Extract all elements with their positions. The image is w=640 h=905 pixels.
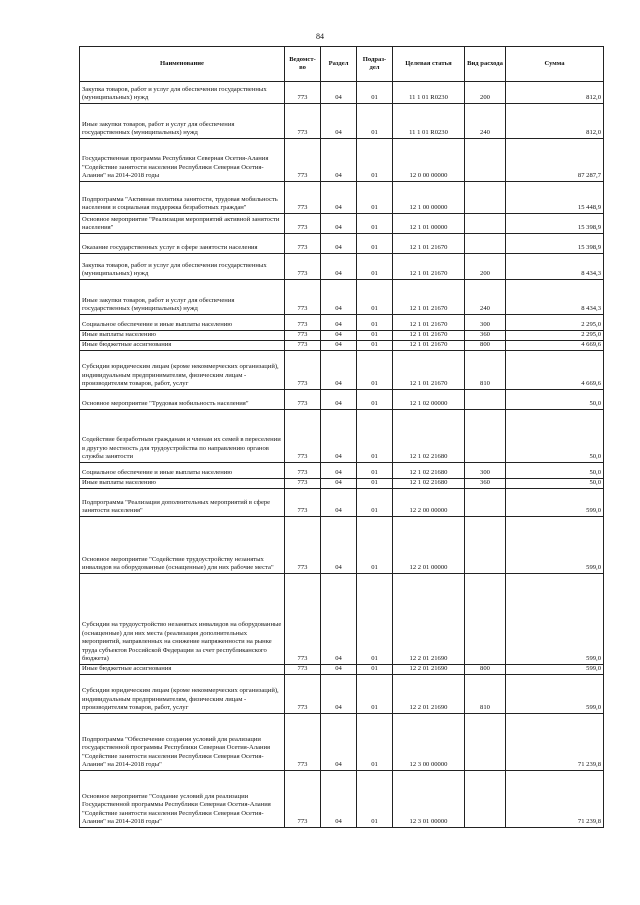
row-podrazdel: 01 (357, 390, 393, 410)
header-celevaya-statya: Целевая статья (393, 47, 465, 82)
row-vedomstvo: 773 (285, 574, 321, 665)
row-name: Иные бюджетные ассигнования (80, 665, 285, 675)
row-name: Основное мероприятие "Создание условий для реализации Государственной программы Республики Северная Осетия-Алания "Содействие занятости населения Республики Северная Осетия-Алания" на 2014-2018 годы" (80, 771, 285, 828)
row-vid-rashoda: 800 (465, 341, 506, 351)
row-summa: 15 448,9 (506, 182, 604, 214)
row-summa: 599,0 (506, 675, 604, 714)
table-row (80, 104, 604, 139)
row-podrazdel: 01 (357, 280, 393, 315)
row-summa: 8 434,3 (506, 280, 604, 315)
row-name: Закупка товаров, работ и услуг для обеспечения государственных (муниципальных) нужд (80, 254, 285, 280)
row-celevaya-statya: 12 2 01 21690 (393, 675, 465, 714)
row-podrazdel: 01 (357, 182, 393, 214)
table-row (80, 675, 604, 714)
row-celevaya-statya: 12 1 01 21670 (393, 331, 465, 341)
row-podrazdel: 01 (357, 771, 393, 828)
row-celevaya-statya: 12 1 01 21670 (393, 254, 465, 280)
table-row (80, 341, 604, 351)
row-celevaya-statya: 12 1 02 21680 (393, 479, 465, 489)
row-podrazdel: 01 (357, 139, 393, 182)
row-celevaya-statya: 12 1 02 21680 (393, 410, 465, 463)
row-vid-rashoda (465, 574, 506, 665)
row-razdel: 04 (321, 234, 357, 254)
row-vedomstvo: 773 (285, 254, 321, 280)
row-vedomstvo: 773 (285, 351, 321, 390)
row-vid-rashoda (465, 214, 506, 234)
row-vedomstvo: 773 (285, 489, 321, 517)
row-name: Оказание государственных услуг в сфере занятости населения (80, 234, 285, 254)
header-summa: Сумма (506, 47, 604, 82)
row-name: Содействие безработным гражданам и членам их семей в переселении в другую местность для трудоустройства по направлению органов службы занятости (80, 410, 285, 463)
row-name: Социальное обеспечение и иные выплаты населению (80, 315, 285, 331)
table-row (80, 82, 604, 104)
row-summa: 50,0 (506, 390, 604, 410)
row-summa: 4 669,6 (506, 351, 604, 390)
row-vid-rashoda (465, 714, 506, 771)
row-celevaya-statya: 12 2 01 00000 (393, 517, 465, 574)
row-razdel: 04 (321, 489, 357, 517)
row-podrazdel: 01 (357, 574, 393, 665)
row-vedomstvo: 773 (285, 410, 321, 463)
table-row (80, 254, 604, 280)
row-name: Иные закупки товаров, работ и услуг для обеспечения государственных (муниципальных) нужд (80, 104, 285, 139)
row-summa: 8 434,3 (506, 254, 604, 280)
row-celevaya-statya: 12 3 01 00000 (393, 771, 465, 828)
table-row (80, 771, 604, 828)
row-razdel: 04 (321, 517, 357, 574)
table-row (80, 517, 604, 574)
row-celevaya-statya: 12 1 01 21670 (393, 341, 465, 351)
row-razdel: 04 (321, 139, 357, 182)
row-podrazdel: 01 (357, 714, 393, 771)
row-celevaya-statya: 12 1 02 00000 (393, 390, 465, 410)
row-razdel: 04 (321, 574, 357, 665)
row-name: Основное мероприятие "Реализация мероприятий активной занятости населения" (80, 214, 285, 234)
row-podrazdel: 01 (357, 254, 393, 280)
row-podrazdel: 01 (357, 234, 393, 254)
row-podrazdel: 01 (357, 479, 393, 489)
row-podrazdel: 01 (357, 104, 393, 139)
row-vid-rashoda: 300 (465, 463, 506, 479)
row-name: Закупка товаров, работ и услуг для обеспечения государственных (муниципальных) нужд (80, 82, 285, 104)
row-vid-rashoda: 240 (465, 280, 506, 315)
row-vedomstvo: 773 (285, 182, 321, 214)
row-razdel: 04 (321, 675, 357, 714)
page-number: 84 (316, 32, 324, 41)
row-summa: 599,0 (506, 489, 604, 517)
row-name: Подпрограмма "Активная политика занятости, трудовая мобильность населения и социальная поддержка безработных граждан" (80, 182, 285, 214)
row-name: Иные выплаты населению (80, 331, 285, 341)
row-celevaya-statya: 12 0 00 00000 (393, 139, 465, 182)
header-razdel: Раздел (321, 47, 357, 82)
table-row (80, 714, 604, 771)
table-row (80, 214, 604, 234)
table-row (80, 574, 604, 665)
row-summa: 599,0 (506, 574, 604, 665)
row-vid-rashoda: 240 (465, 104, 506, 139)
row-podrazdel: 01 (357, 675, 393, 714)
row-razdel: 04 (321, 82, 357, 104)
row-summa: 50,0 (506, 479, 604, 489)
row-razdel: 04 (321, 771, 357, 828)
row-podrazdel: 01 (357, 665, 393, 675)
row-razdel: 04 (321, 331, 357, 341)
row-vedomstvo: 773 (285, 714, 321, 771)
table-row (80, 390, 604, 410)
table-row (80, 489, 604, 517)
row-vid-rashoda (465, 234, 506, 254)
row-name: Основное мероприятие "Содействие трудоустройству незанятых инвалидов на оборудованные (оснащенные) для них рабочие места" (80, 517, 285, 574)
row-vid-rashoda: 360 (465, 331, 506, 341)
row-name: Подпрограмма "Реализация дополнительных мероприятий в сфере занятости населения" (80, 489, 285, 517)
header-vedomstvo: Ведомст-во (285, 47, 321, 82)
row-vedomstvo: 773 (285, 390, 321, 410)
row-name: Подпрограмма "Обеспечение создания условий для реализации государственной программы Республики Северная Осетия-Алания "Содействие занятости населения Республики Северная Осетия-Алания" на 2014-2018 годы" (80, 714, 285, 771)
row-vedomstvo: 773 (285, 479, 321, 489)
row-vedomstvo: 773 (285, 675, 321, 714)
header-name: Наименование (80, 47, 285, 82)
row-vedomstvo: 773 (285, 234, 321, 254)
row-vedomstvo: 773 (285, 104, 321, 139)
row-vid-rashoda: 810 (465, 351, 506, 390)
table-row (80, 479, 604, 489)
row-name: Субсидии на трудоустройство незанятых инвалидов на оборудованные (оснащенные) для них места (реализация дополнительных мероприятий, направленных на снижение напряженности на рынке труда субъектов Российской Федерации за счет республиканского бюджета) (80, 574, 285, 665)
row-vid-rashoda (465, 771, 506, 828)
row-vedomstvo: 773 (285, 771, 321, 828)
table-row (80, 410, 604, 463)
row-podrazdel: 01 (357, 214, 393, 234)
row-celevaya-statya: 11 1 01 R0230 (393, 104, 465, 139)
budget-table (79, 46, 604, 828)
row-celevaya-statya: 12 2 01 21690 (393, 665, 465, 675)
row-summa: 87 287,7 (506, 139, 604, 182)
row-name: Социальное обеспечение и иные выплаты населению (80, 463, 285, 479)
row-celevaya-statya: 11 1 01 R0230 (393, 82, 465, 104)
row-razdel: 04 (321, 341, 357, 351)
table-row (80, 331, 604, 341)
row-vid-rashoda: 200 (465, 254, 506, 280)
row-podrazdel: 01 (357, 489, 393, 517)
row-podrazdel: 01 (357, 351, 393, 390)
row-celevaya-statya: 12 1 01 21670 (393, 234, 465, 254)
row-vid-rashoda (465, 489, 506, 517)
row-vedomstvo: 773 (285, 214, 321, 234)
header-vid-rashoda: Вид расхода (465, 47, 506, 82)
row-podrazdel: 01 (357, 410, 393, 463)
row-summa: 2 295,0 (506, 331, 604, 341)
row-razdel: 04 (321, 463, 357, 479)
row-vid-rashoda: 360 (465, 479, 506, 489)
row-podrazdel: 01 (357, 341, 393, 351)
row-summa: 2 295,0 (506, 315, 604, 331)
row-celevaya-statya: 12 2 00 00000 (393, 489, 465, 517)
row-celevaya-statya: 12 1 01 21670 (393, 280, 465, 315)
row-vid-rashoda (465, 517, 506, 574)
row-summa: 15 398,9 (506, 234, 604, 254)
row-summa: 812,0 (506, 82, 604, 104)
row-vid-rashoda: 800 (465, 665, 506, 675)
row-celevaya-statya: 12 3 00 00000 (393, 714, 465, 771)
table-row (80, 665, 604, 675)
row-razdel: 04 (321, 315, 357, 331)
row-summa: 50,0 (506, 463, 604, 479)
table-header-row (80, 47, 604, 82)
row-summa: 4 669,6 (506, 341, 604, 351)
row-name: Субсидии юридическим лицам (кроме некоммерческих организаций), индивидуальным предпринимателям, физическим лицам - производителям товаров, работ, услуг (80, 675, 285, 714)
row-podrazdel: 01 (357, 463, 393, 479)
row-name: Иные закупки товаров, работ и услуг для обеспечения государственных (муниципальных) нужд (80, 280, 285, 315)
row-celevaya-statya: 12 2 01 21690 (393, 574, 465, 665)
row-summa: 599,0 (506, 665, 604, 675)
row-celevaya-statya: 12 1 01 21670 (393, 351, 465, 390)
row-summa: 71 239,8 (506, 771, 604, 828)
row-vid-rashoda (465, 182, 506, 214)
row-vedomstvo: 773 (285, 331, 321, 341)
row-vedomstvo: 773 (285, 280, 321, 315)
row-vedomstvo: 773 (285, 341, 321, 351)
row-vedomstvo: 773 (285, 665, 321, 675)
row-vid-rashoda: 200 (465, 82, 506, 104)
row-celevaya-statya: 12 1 00 00000 (393, 182, 465, 214)
row-razdel: 04 (321, 280, 357, 315)
row-vedomstvo: 773 (285, 463, 321, 479)
table-row (80, 280, 604, 315)
row-vedomstvo: 773 (285, 139, 321, 182)
table-row (80, 139, 604, 182)
row-name: Субсидии юридическим лицам (кроме некоммерческих организаций), индивидуальным предпринимателям, физическим лицам - производителям товаров, работ, услуг (80, 351, 285, 390)
row-razdel: 04 (321, 410, 357, 463)
row-name: Иные бюджетные ассигнования (80, 341, 285, 351)
row-vid-rashoda (465, 139, 506, 182)
row-name: Иные выплаты населению (80, 479, 285, 489)
row-podrazdel: 01 (357, 517, 393, 574)
row-podrazdel: 01 (357, 331, 393, 341)
row-razdel: 04 (321, 351, 357, 390)
row-summa: 50,0 (506, 410, 604, 463)
row-vedomstvo: 773 (285, 517, 321, 574)
row-celevaya-statya: 12 1 02 21680 (393, 463, 465, 479)
header-podrazdel: Подраз-дел (357, 47, 393, 82)
row-razdel: 04 (321, 104, 357, 139)
table-row (80, 182, 604, 214)
row-razdel: 04 (321, 214, 357, 234)
row-celevaya-statya: 12 1 01 21670 (393, 315, 465, 331)
table-row (80, 234, 604, 254)
row-razdel: 04 (321, 714, 357, 771)
table-row (80, 463, 604, 479)
row-razdel: 04 (321, 390, 357, 410)
row-vid-rashoda (465, 390, 506, 410)
row-summa: 599,0 (506, 517, 604, 574)
row-name: Государственная программа Республики Северная Осетия-Алания "Содействие занятости населения Республики Северная Осетия-Алания" на 2014-2018 годы (80, 139, 285, 182)
row-vedomstvo: 773 (285, 82, 321, 104)
table-row (80, 351, 604, 390)
row-razdel: 04 (321, 254, 357, 280)
row-vid-rashoda: 810 (465, 675, 506, 714)
row-razdel: 04 (321, 479, 357, 489)
row-name: Основное мероприятие "Трудовая мобильность населения" (80, 390, 285, 410)
row-vedomstvo: 773 (285, 315, 321, 331)
row-vid-rashoda (465, 410, 506, 463)
row-podrazdel: 01 (357, 82, 393, 104)
row-razdel: 04 (321, 665, 357, 675)
row-razdel: 04 (321, 182, 357, 214)
table-row (80, 315, 604, 331)
row-vid-rashoda: 300 (465, 315, 506, 331)
row-summa: 71 239,8 (506, 714, 604, 771)
row-summa: 15 398,9 (506, 214, 604, 234)
row-summa: 812,0 (506, 104, 604, 139)
row-podrazdel: 01 (357, 315, 393, 331)
row-celevaya-statya: 12 1 01 00000 (393, 214, 465, 234)
